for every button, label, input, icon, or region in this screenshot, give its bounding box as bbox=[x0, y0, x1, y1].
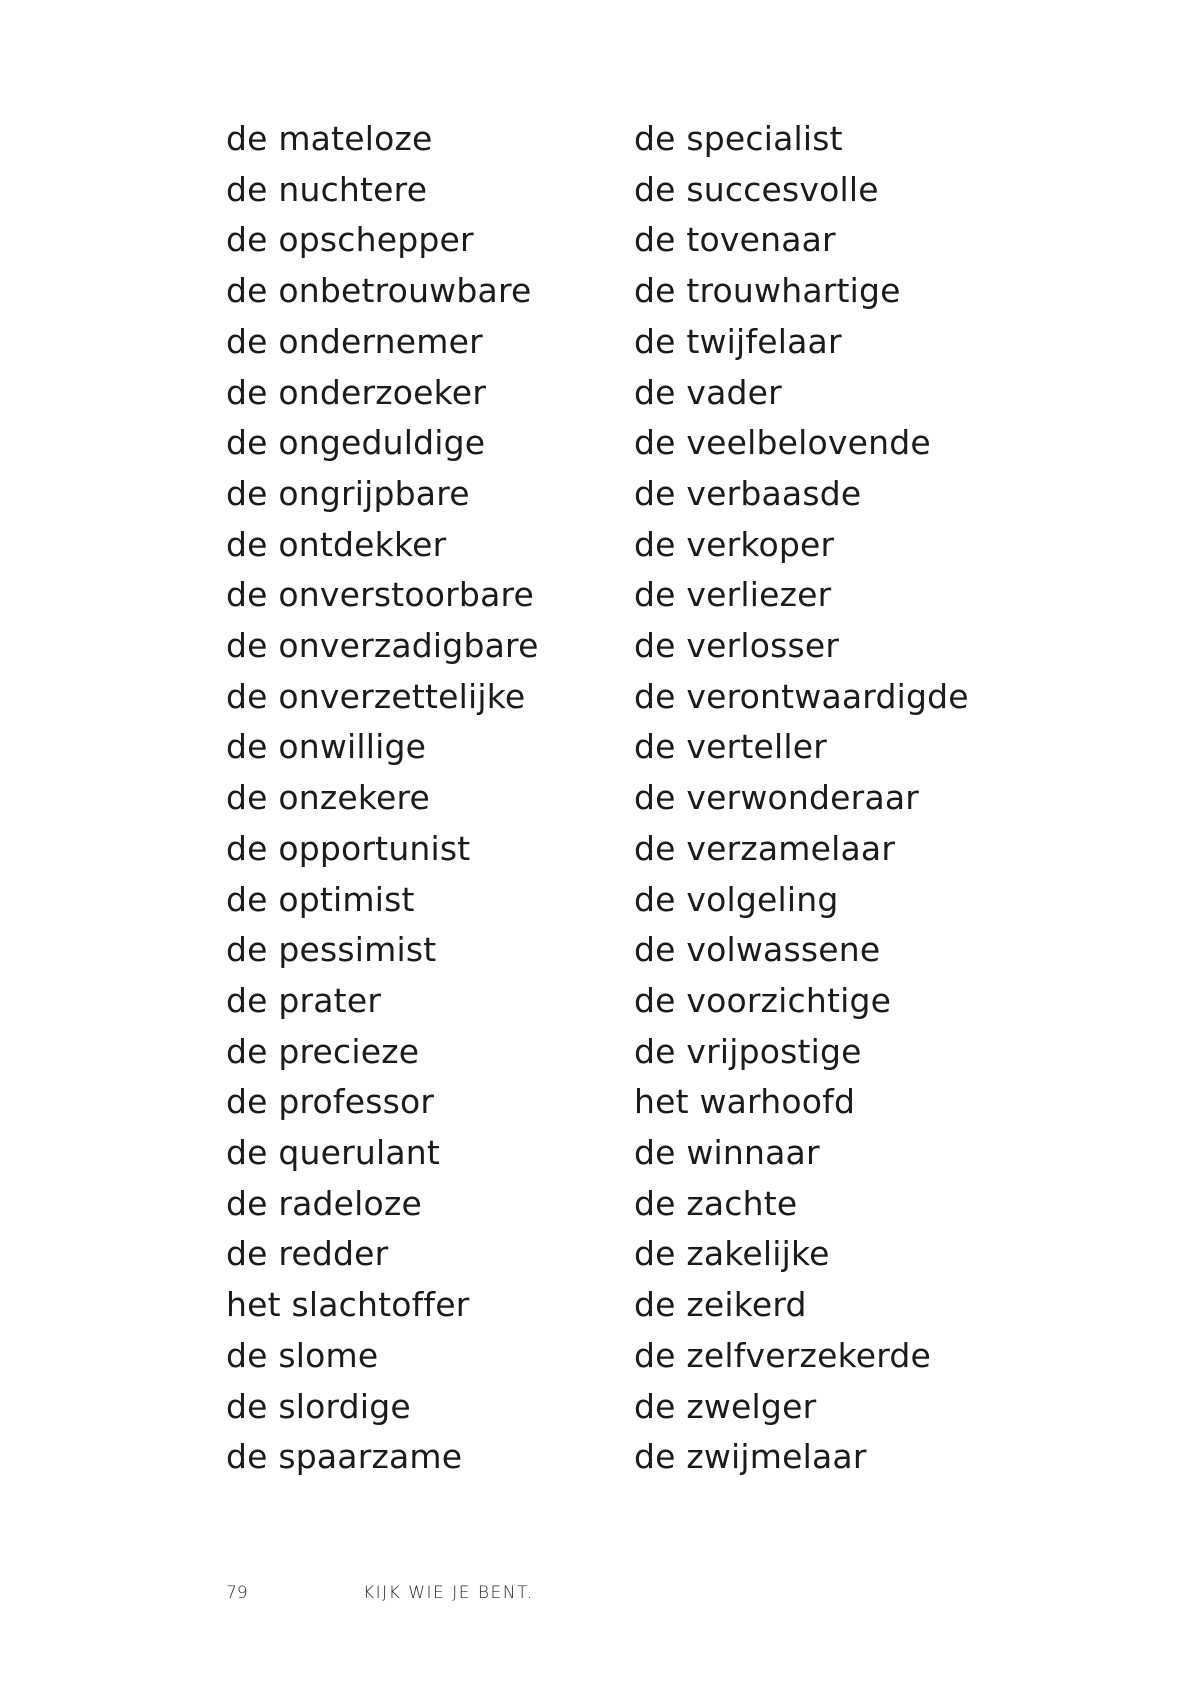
word-item: de onverzettelijke bbox=[226, 676, 526, 716]
word-item: de vrijpostige bbox=[634, 1031, 862, 1071]
word-item: de verontwaardigde bbox=[634, 676, 969, 716]
word-item: de mateloze bbox=[226, 119, 433, 158]
word-item: de voorzichtige bbox=[634, 980, 892, 1020]
word-item: de zachte bbox=[634, 1183, 798, 1223]
word-item: de professor bbox=[226, 1082, 435, 1122]
word-item: de verzamelaar bbox=[634, 828, 896, 868]
word-item: de ongrijpbare bbox=[226, 473, 470, 513]
word-item: de verteller bbox=[634, 727, 827, 767]
word-item: de ontdekker bbox=[226, 524, 447, 564]
word-item: de nuchtere bbox=[226, 169, 428, 209]
word-list-left bbox=[226, 114, 539, 1483]
word-item: de onwillige bbox=[226, 727, 427, 767]
word-item: de slome bbox=[226, 1335, 379, 1375]
word-item: de vader bbox=[634, 372, 782, 412]
word-item: de prater bbox=[226, 980, 382, 1020]
word-item: de verwonderaar bbox=[634, 778, 920, 818]
word-item: de winnaar bbox=[634, 1133, 820, 1173]
word-item: de zwelger bbox=[634, 1386, 817, 1426]
word-item: de trouwhartige bbox=[634, 271, 901, 311]
word-item: de redder bbox=[226, 1234, 389, 1274]
word-item: de slordige bbox=[226, 1386, 411, 1426]
word-item: de zwijmelaar bbox=[634, 1437, 867, 1477]
word-item: de pessimist bbox=[226, 930, 437, 970]
word-item: de zakelijke bbox=[634, 1234, 830, 1274]
word-item: de verbaasde bbox=[634, 473, 862, 513]
word-item: de verliezer bbox=[634, 575, 832, 615]
word-item: het warhoofd bbox=[634, 1082, 856, 1122]
word-item: de veelbelovende bbox=[634, 423, 931, 463]
word-item: het slachtoffer bbox=[226, 1285, 470, 1325]
word-item: de onderzoeker bbox=[226, 372, 487, 412]
word-item: de volwassene bbox=[634, 930, 881, 970]
word-item: de zelfverzekerde bbox=[634, 1335, 932, 1375]
word-item: de verkoper bbox=[634, 524, 835, 564]
word-item: de optimist bbox=[226, 879, 415, 919]
word-item: de opportunist bbox=[226, 828, 471, 868]
word-item: de precieze bbox=[226, 1031, 420, 1071]
word-item: de onbetrouwbare bbox=[226, 271, 532, 311]
word-item: de ongeduldige bbox=[226, 423, 486, 463]
word-item: de verlosser bbox=[634, 626, 840, 666]
word-item: de tovenaar bbox=[634, 220, 836, 260]
word-item: de querulant bbox=[226, 1133, 441, 1173]
word-item: de specialist bbox=[634, 119, 843, 158]
word-item: de succesvolle bbox=[634, 169, 879, 209]
word-item: de volgeling bbox=[634, 879, 839, 919]
word-item: de twijfelaar bbox=[634, 321, 842, 361]
word-item: de onverzadigbare bbox=[226, 626, 539, 666]
running-title: KIJK WIE JE BENT. bbox=[363, 1583, 534, 1603]
word-item: de opschepper bbox=[226, 220, 474, 260]
word-list-right bbox=[634, 114, 969, 1483]
word-item: de spaarzame bbox=[226, 1437, 463, 1477]
word-item: de onverstoorbare bbox=[226, 575, 535, 615]
word-item: de onzekere bbox=[226, 778, 431, 818]
word-item: de ondernemer bbox=[226, 321, 483, 361]
word-item: de radeloze bbox=[226, 1183, 422, 1223]
page-number: 79 bbox=[226, 1583, 248, 1603]
word-item: de zeikerd bbox=[634, 1285, 807, 1325]
